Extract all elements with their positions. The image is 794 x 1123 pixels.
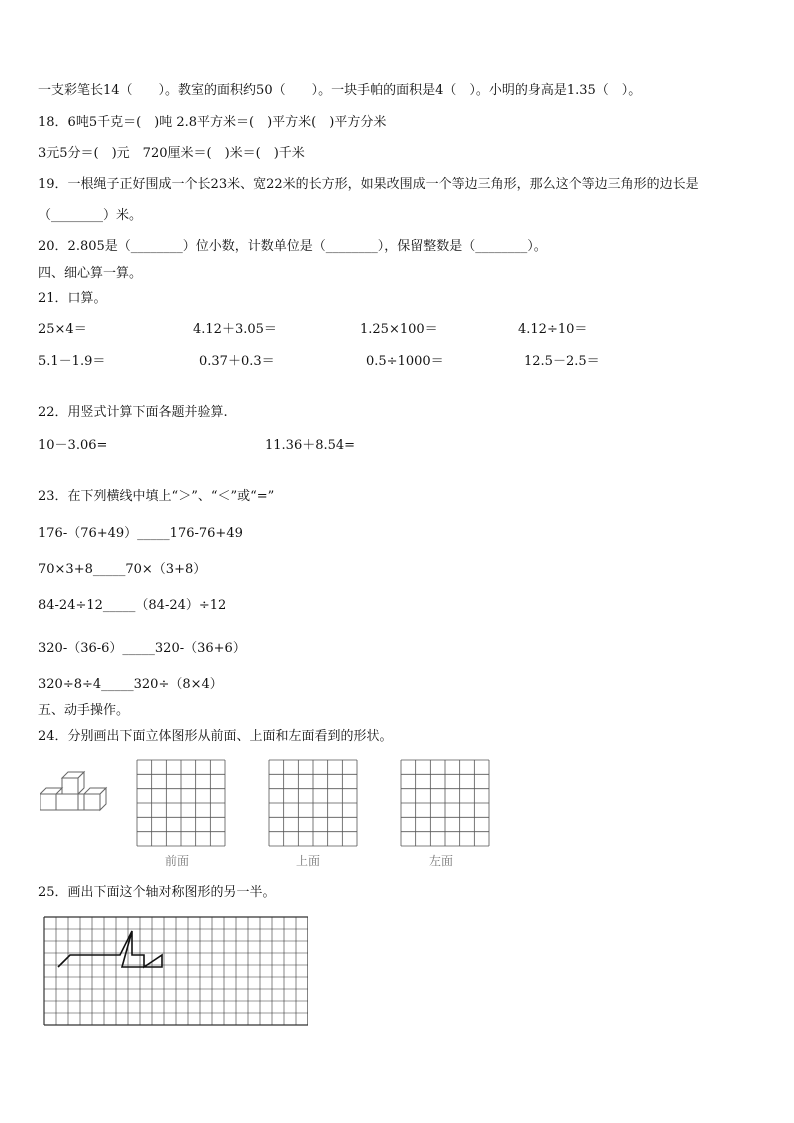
question-23: 23．在下列横线中填上“＞”、“＜”或“=” xyxy=(38,489,275,504)
compare-5: 320÷8÷4_____320÷（8×4） xyxy=(38,677,223,692)
vertical-calc-2: 11.36＋8.54= xyxy=(265,438,356,453)
question-17-units: 一支彩笔长14（ ）。教室的面积约50（ ）。一块手帕的面积是4（ ）。小明的身高是1.35（ ）。 xyxy=(38,83,642,98)
oral-2: 4.12＋3.05＝ xyxy=(193,322,277,337)
question-21: 21．口算。 xyxy=(38,291,107,306)
question-19-line-2: （________）米。 xyxy=(38,208,143,223)
question-25: 25．画出下面这个轴对称图形的另一半。 xyxy=(38,885,276,900)
oral-6: 0.37＋0.3＝ xyxy=(199,354,275,369)
oral-5: 5.1－1.9＝ xyxy=(38,354,106,369)
top-view-label: 上面 xyxy=(296,854,321,868)
section-4-heading: 四、细心算一算。 xyxy=(38,266,143,281)
front-view-grid[interactable] xyxy=(136,759,226,847)
front-view-label: 前面 xyxy=(165,854,190,868)
question-24: 24．分别画出下面立体图形从前面、上面和左面看到的形状。 xyxy=(38,729,393,744)
oral-1: 25×4＝ xyxy=(38,322,87,337)
oral-7: 0.5÷1000＝ xyxy=(366,354,444,369)
question-20: 20．2.805是（________）位小数，计数单位是（________），保留整数是（________）。 xyxy=(38,239,547,254)
question-22: 22．用竖式计算下面各题并验算. xyxy=(38,405,228,420)
left-view-label: 左面 xyxy=(429,854,454,868)
left-view-grid[interactable] xyxy=(400,759,490,847)
oral-8: 12.5－2.5＝ xyxy=(524,354,600,369)
half-figure-outline xyxy=(58,931,162,967)
compare-1: 176-（76+49）_____176-76+49 xyxy=(38,526,243,541)
compare-2: 70×3+8_____70×（3+8） xyxy=(38,562,207,577)
question-18-line-2: 3元5分＝( )元 720厘米＝( )米＝( )千米 xyxy=(38,146,305,161)
oral-3: 1.25×100＝ xyxy=(360,322,438,337)
symmetry-grid[interactable] xyxy=(42,915,308,1027)
section-5-heading: 五、动手操作。 xyxy=(38,703,130,718)
oral-4: 4.12÷10＝ xyxy=(518,322,588,337)
compare-4: 320-（36-6）_____320-（36+6） xyxy=(38,641,246,656)
top-view-grid[interactable] xyxy=(268,759,358,847)
question-18-line-1: 18．6吨5千克＝( )吨 2.8平方米＝( )平方米( )平方分米 xyxy=(38,115,387,130)
compare-3: 84-24÷12_____（84-24）÷12 xyxy=(38,598,227,613)
question-19-line-1: 19．一根绳子正好围成一个长23米、宽22米的长方形，如果改围成一个等边三角形，那么这个等边三角形的边长是 xyxy=(38,177,699,192)
vertical-calc-1: 10－3.06= xyxy=(38,438,108,453)
cube-figure xyxy=(40,770,110,828)
